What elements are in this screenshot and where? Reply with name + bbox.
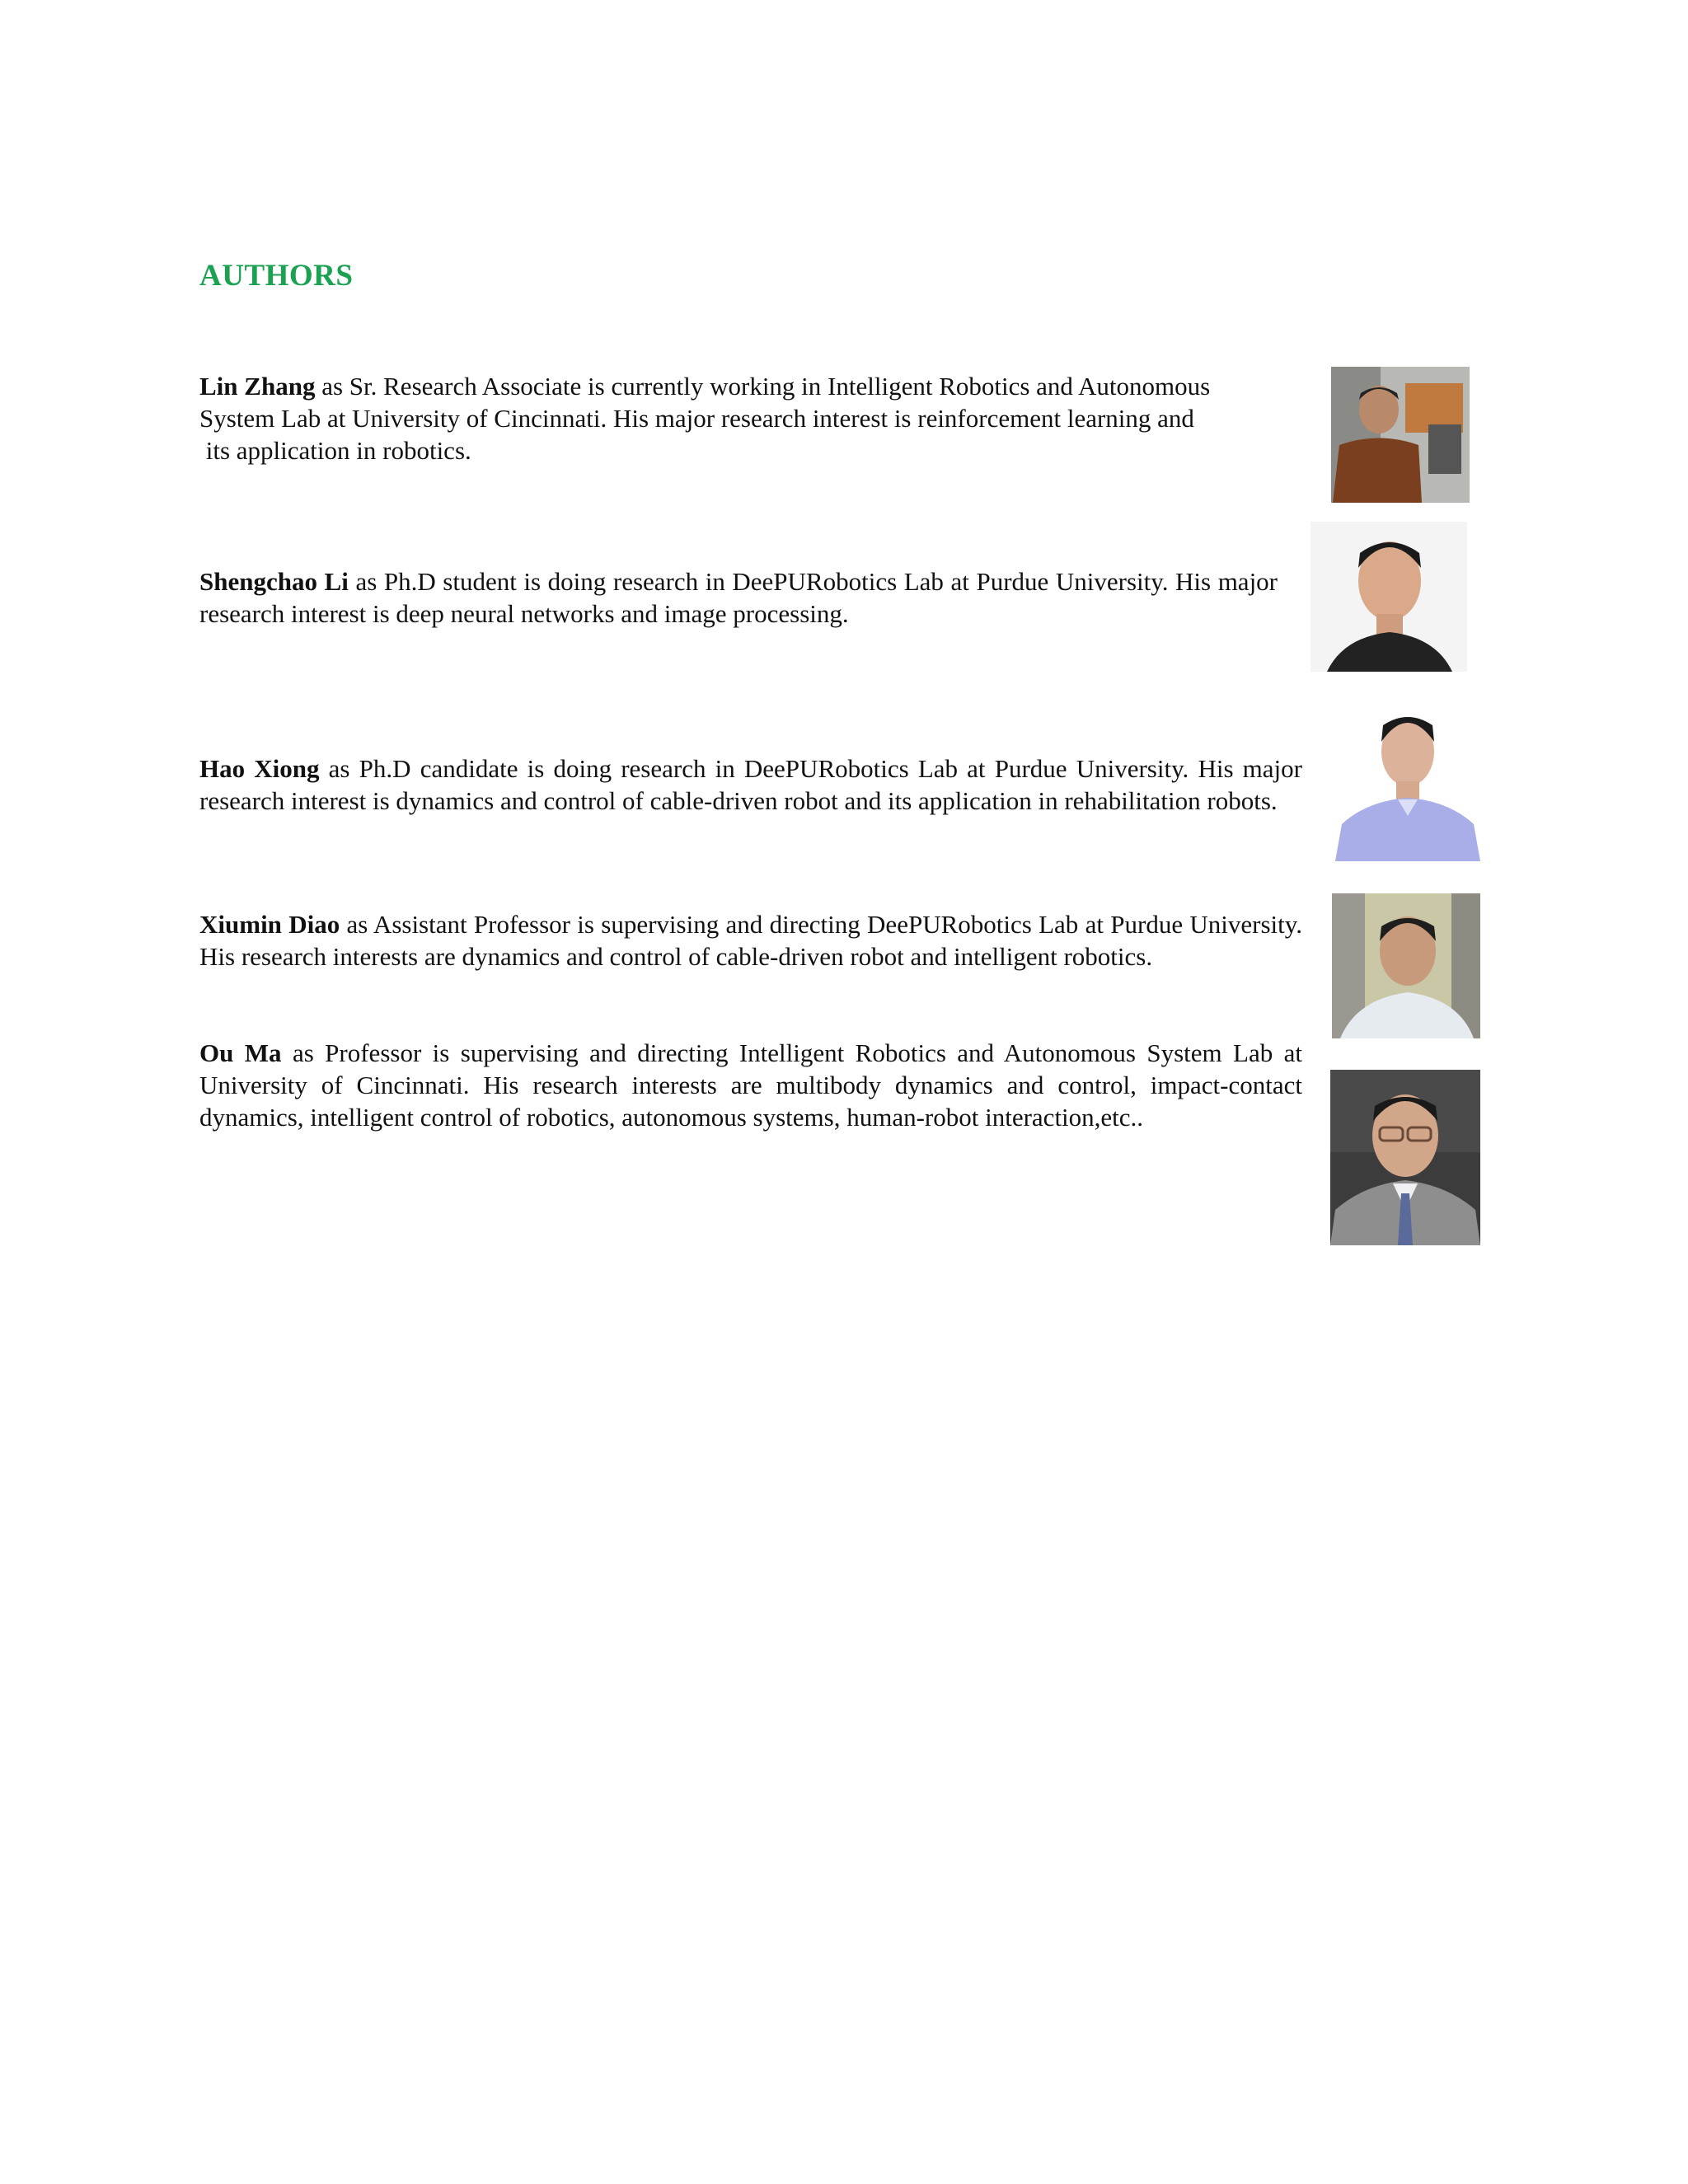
author-bio-text: as Sr. Research Associate is currently working in Intelligent Robotics and Autonomous (315, 372, 1211, 401)
author-name: Shengchao Li (199, 567, 349, 596)
author-bio-shengchao-li (199, 565, 1278, 630)
author-photo-ou-ma (1330, 1070, 1480, 1245)
author-bio-xiumin-diao (199, 908, 1302, 972)
author-bio-text: as Ph.D student is doing research in DeePURobotics Lab at Purdue University. His major research interest is deep neural networks and image processing. (199, 567, 1278, 628)
author-bio-ou-ma (199, 1037, 1302, 1133)
author-name: Xiumin Diao (199, 910, 340, 939)
author-bio-text: its application in robotics. (199, 436, 471, 465)
author-bio-lin-zhang (199, 370, 1304, 466)
author-bio-text: as Assistant Professor is supervising and directing DeePURobotics Lab at Purdue University. His research interests are dynamics and control of cable-driven robot and intelligent robotics. (199, 910, 1302, 971)
author-bio-text: System Lab at University of Cincinnati. His major research interest is reinforcement learning and (199, 404, 1194, 433)
author-bio-text: as Ph.D candidate is doing research in DeePURobotics Lab at Purdue University. His major research interest is dynamics and control of cable-driven robot and its application in rehabilitation robots. (199, 754, 1302, 815)
author-name: Lin Zhang (199, 372, 316, 401)
author-name: Ou Ma (199, 1038, 282, 1067)
author-bio-hao-xiong (199, 752, 1302, 817)
author-photo-lin-zhang (1331, 367, 1470, 503)
author-bio-text: as Professor is supervising and directing Intelligent Robotics and Autonomous System Lab at University of Cincinnati. His research interests are multibody dynamics and control, impact-contact dynamics, intelligent control of robotics, autonomous systems, human-robot interaction,etc.. (199, 1038, 1302, 1132)
author-photo-hao-xiong (1334, 701, 1482, 861)
section-heading: AUTHORS (199, 259, 354, 293)
author-name: Hao Xiong (199, 754, 320, 783)
author-photo-xiumin-diao (1332, 893, 1480, 1038)
author-photo-shengchao-li (1311, 522, 1467, 672)
